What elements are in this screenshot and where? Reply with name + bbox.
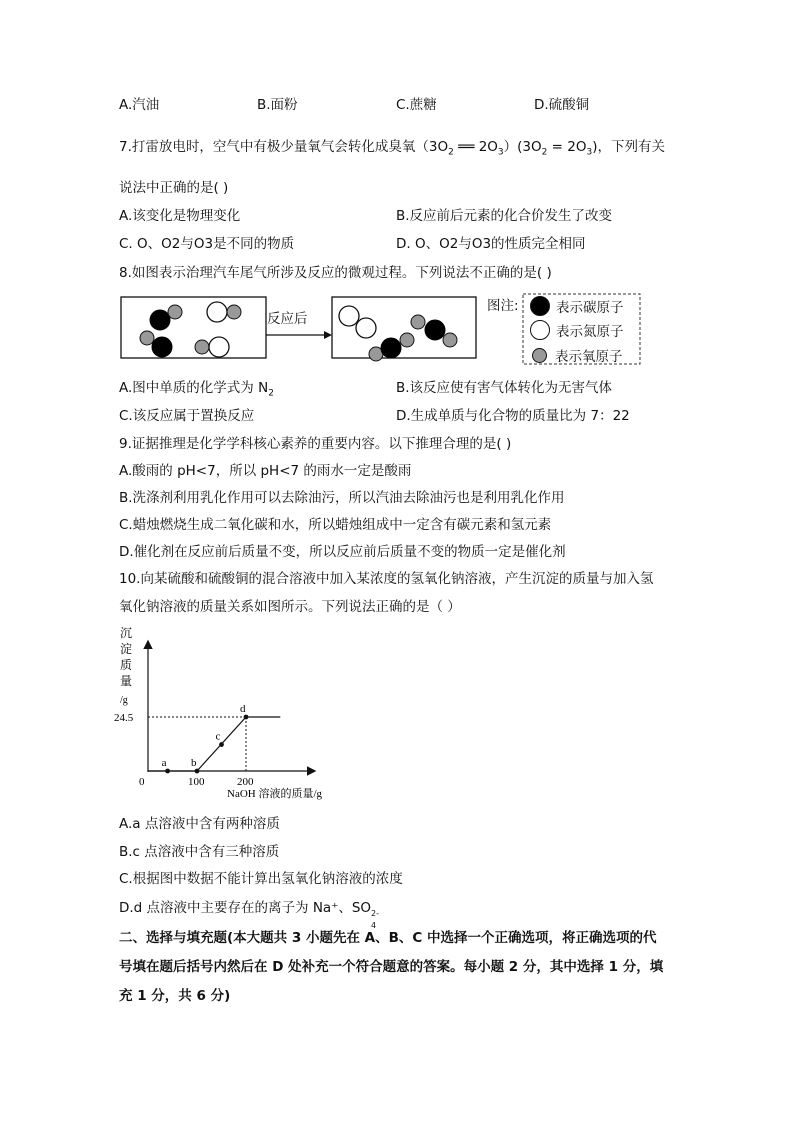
- precipitate-series-line: [148, 717, 280, 771]
- legend-oxygen: [532, 345, 623, 365]
- reactant-oxygen-atom: [140, 331, 154, 345]
- q9-stem: 9.证据推理是化学学科核心素养的重要内容。以下推理合理的是( ): [119, 436, 512, 452]
- q10-option-d: [119, 898, 381, 930]
- product-nitrogen-atom: [339, 306, 359, 326]
- reactant-nitrogen-atom: [209, 337, 229, 357]
- q8-option-a-text: A.图中单质的化学式为 N: [119, 380, 269, 396]
- reactant-carbon-atom: [152, 337, 172, 357]
- q9-option-c: C.蜡烛燃烧生成二氧化碳和水，所以蜡烛组成中一定含有碳元素和氢元素: [119, 517, 552, 533]
- q10-stem-line1: 10.向某硫酸和硫酸铜的混合溶液中加入某浓度的氢氧化钠溶液，产生沉淀的质量与加入氢: [119, 571, 654, 587]
- q8-option-d: D.生成单质与化合物的质量比为 7：22: [396, 408, 630, 424]
- product-carbon-atom: [425, 320, 445, 340]
- data-point-b: [195, 769, 200, 774]
- y-tick-label: 24.5: [114, 712, 134, 724]
- q7-option-b: B.反应前后元素的化合价发生了改变: [396, 208, 613, 224]
- reactants-box: [121, 297, 266, 358]
- x-tick-label: 0: [139, 776, 145, 788]
- point-label-d: d: [240, 703, 246, 715]
- q9-option-b: B.洗涤剂利用乳化作用可以去除油污，所以汽油去除油污也是利用乳化作用: [119, 490, 565, 506]
- section2-line3: 充 1 分，共 6 分): [119, 988, 231, 1004]
- y-axis-label-char: 淀: [120, 642, 133, 656]
- reactant-oxygen-atom: [227, 305, 241, 319]
- q7-option-c: C. O、O2与O3是不同的物质: [119, 236, 295, 252]
- product-oxygen-atom: [400, 333, 414, 347]
- data-point-c: [219, 742, 224, 747]
- nitrogen-atom-icon: [530, 320, 550, 340]
- q7-option-d: D. O、O2与O3的性质完全相同: [396, 236, 586, 252]
- so4-subscript: 4: [371, 921, 377, 930]
- y-axis-unit: /g: [120, 695, 128, 706]
- q6-option-d: D.硫酸铜: [534, 97, 590, 113]
- q7-eq-right: 2O: [478, 139, 498, 155]
- q8-reaction-diagram: [0, 290, 794, 370]
- q6-option-c: C.蔗糖: [396, 97, 437, 113]
- section2-line1: 二、选择与填充题(本大题共 3 小题先在 A、B、C 中选择一个正确选项，将正确选项的代: [119, 930, 657, 946]
- y-axis-label-char: 质: [120, 658, 133, 672]
- data-point-a: [165, 769, 170, 774]
- q8-option-b: B.该反应使有害气体转化为无害气体: [396, 380, 613, 396]
- reactant-carbon-atom: [150, 310, 170, 330]
- q7-eq-left: 3O: [428, 139, 449, 155]
- q7-stem-suffix: )，下列有关: [592, 139, 665, 155]
- q8-stem: 8.如图表示治理汽车尾气所涉及反应的微观过程。下列说法不正确的是( ): [119, 265, 552, 281]
- q10-option-a: A.a 点溶液中含有两种溶质: [119, 816, 280, 832]
- q10-option-b: B.c 点溶液中含有三种溶质: [119, 844, 280, 860]
- q6-option-a: A.汽油: [119, 97, 160, 113]
- product-carbon-atom: [381, 338, 401, 358]
- legend-nitrogen-label: 表示氮原子: [556, 324, 624, 340]
- q8-option-a: A.图中单质的化学式为 $N_2$: [119, 380, 274, 399]
- carbon-atom-icon: [530, 296, 550, 316]
- legend-title: 图注:: [487, 298, 519, 314]
- q10-option-c: C.根据图中数据不能计算出氢氧化钠溶液的浓度: [119, 871, 403, 887]
- y-axis-label-char: 沉: [120, 626, 133, 640]
- point-label-a: a: [161, 757, 167, 769]
- reactant-nitrogen-atom: [207, 302, 227, 322]
- q7-stem-prefix: 7.打雷放电时，空气中有极少量氧气会转化成臭氧（: [119, 139, 429, 155]
- x-tick-label: 200: [237, 776, 254, 788]
- q7-stem: 7.打雷放电时，空气中有极少量氧气会转化成臭氧（$3O_2$ ══ $2O_3)(3O_2 = 2O_3)$，下列有关: [119, 139, 665, 158]
- q9-option-a: A.酸雨的 pH<7，所以 pH<7 的雨水一定是酸雨: [119, 463, 412, 479]
- q10-stem-line2: 氧化钠溶液的质量关系如图所示。下列说法正确的是（ ）: [119, 599, 461, 615]
- so4-charge: 2-: [371, 909, 380, 918]
- q8-option-c: C.该反应属于置换反应: [119, 408, 255, 424]
- reactant-oxygen-atom: [168, 305, 182, 319]
- q9-option-d: D.催化剂在反应前后质量不变，所以反应前后质量不变的物质一定是催化剂: [119, 544, 566, 560]
- data-point-d: [244, 715, 249, 720]
- product-oxygen-atom: [411, 315, 425, 329]
- precipitate-chart: [110, 625, 340, 805]
- reaction-arrow-head: [324, 331, 332, 339]
- section2-line2: 号填在题后括号内然后在 D 处补充一个符合题意的答案。每小题 2 分，其中选择 1 分，填: [119, 959, 664, 975]
- products-box: [332, 297, 476, 358]
- y-axis-label-char: 量: [120, 674, 133, 688]
- legend-oxygen-label: 表示氧原子: [555, 349, 623, 365]
- q7-stem-line2: 说法中正确的是( ): [119, 180, 229, 196]
- reactant-oxygen-atom: [195, 340, 209, 354]
- q7-stem-mid: ）(3O: [503, 139, 542, 155]
- x-tick-label: 100: [188, 776, 205, 788]
- legend-nitrogen: [530, 320, 624, 340]
- product-nitrogen-atom: [356, 318, 376, 338]
- x-axis-label: NaOH 溶液的质量/g: [227, 788, 323, 800]
- arrow-label: 反应后: [267, 311, 308, 327]
- legend-carbon: [530, 296, 624, 316]
- product-oxygen-atom: [443, 333, 457, 347]
- q10-option-d-text: D.d 点溶液中主要存在的离子为 Na⁺、SO: [119, 900, 372, 916]
- q6-option-b: B.面粉: [257, 97, 298, 113]
- oxygen-atom-icon: [532, 348, 547, 363]
- q7-option-a: A.该变化是物理变化: [119, 208, 241, 224]
- q7-stem-eq: = 2O: [551, 139, 587, 155]
- legend-carbon-label: 表示碳原子: [556, 300, 624, 316]
- point-label-b: b: [191, 757, 197, 769]
- point-label-c: c: [215, 730, 221, 743]
